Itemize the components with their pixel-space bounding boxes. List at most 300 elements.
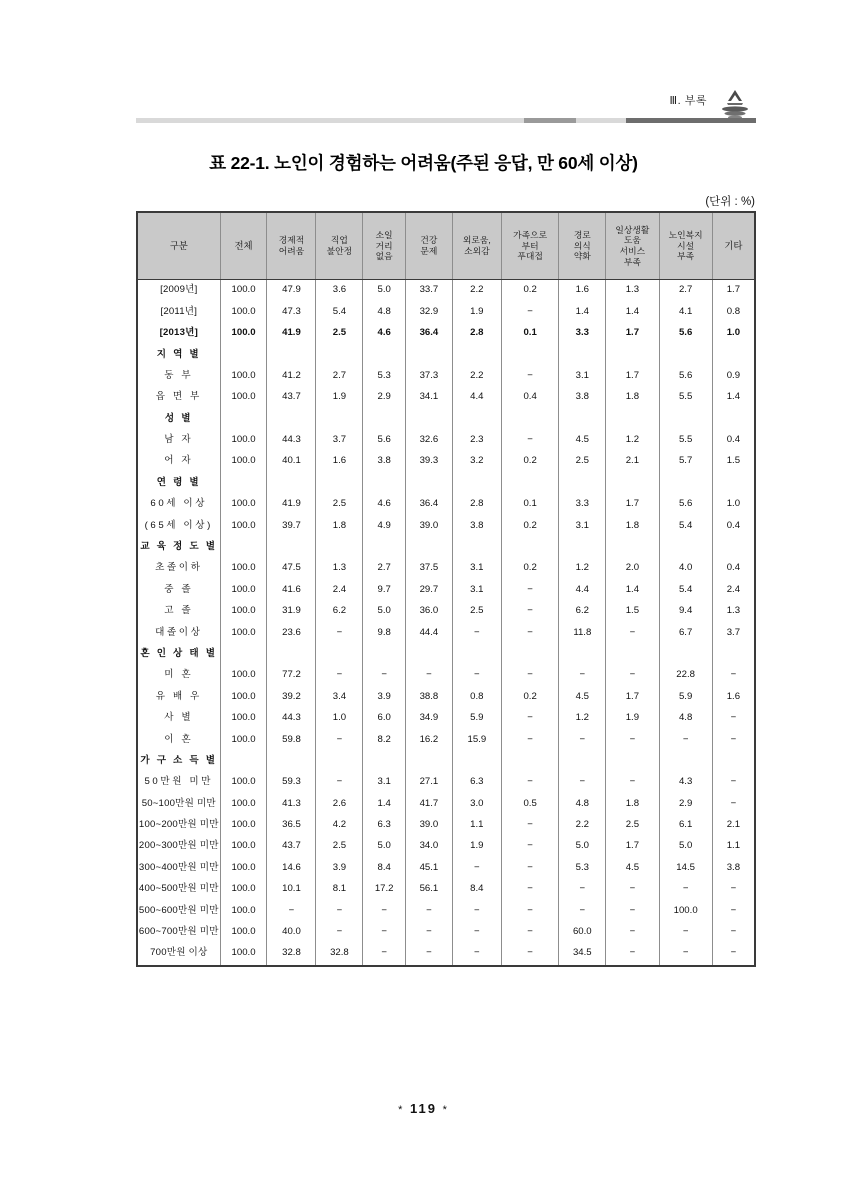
table-cell: 3.3 bbox=[559, 494, 606, 515]
table-cell: 5.9 bbox=[452, 708, 501, 729]
table-cell: 34.5 bbox=[559, 943, 606, 965]
table-cell: 2.4 bbox=[316, 579, 363, 600]
table-cell: 5.4 bbox=[316, 301, 363, 322]
table-cell: − bbox=[363, 900, 406, 921]
table-cell: 1.7 bbox=[606, 836, 659, 857]
table-cell: 1.9 bbox=[606, 708, 659, 729]
table-cell: 100.0 bbox=[220, 686, 267, 707]
table-cell: 34.1 bbox=[405, 387, 452, 408]
row-label: 중 졸 bbox=[137, 579, 220, 600]
table-cell: 40.1 bbox=[267, 451, 316, 472]
table-cell bbox=[559, 537, 606, 558]
table-cell bbox=[220, 751, 267, 772]
table-cell: 3.8 bbox=[712, 858, 755, 879]
table-cell: 3.1 bbox=[363, 772, 406, 793]
table-cell: − bbox=[501, 708, 559, 729]
table-cell: 4.0 bbox=[659, 558, 712, 579]
table-cell: 0.2 bbox=[501, 558, 559, 579]
table-cell bbox=[267, 644, 316, 665]
table-cell bbox=[452, 644, 501, 665]
table-cell: 1.7 bbox=[712, 280, 755, 302]
table-cell: 1.0 bbox=[712, 323, 755, 344]
table-cell: − bbox=[606, 622, 659, 643]
table-cell: − bbox=[501, 858, 559, 879]
table-group-row bbox=[137, 408, 755, 429]
table-cell: 3.8 bbox=[363, 451, 406, 472]
table-cell bbox=[363, 408, 406, 429]
table-cell: 5.0 bbox=[659, 836, 712, 857]
table-cell bbox=[267, 473, 316, 494]
table-group-row bbox=[137, 751, 755, 772]
table-row bbox=[137, 301, 755, 322]
footer-star-left: * bbox=[398, 1104, 405, 1116]
table-cell: 59.8 bbox=[267, 729, 316, 750]
page-header bbox=[136, 92, 755, 130]
table-cell: 2.6 bbox=[316, 793, 363, 814]
row-label: [2011년] bbox=[137, 301, 220, 322]
table-cell: 4.1 bbox=[659, 301, 712, 322]
row-label: 미 혼 bbox=[137, 665, 220, 686]
table-cell: − bbox=[559, 772, 606, 793]
col-header-job-insecurity: 직업 불안정 bbox=[316, 212, 363, 280]
table-cell: − bbox=[559, 729, 606, 750]
table-cell: 2.0 bbox=[606, 558, 659, 579]
table-cell: 9.4 bbox=[659, 601, 712, 622]
table-cell: 39.7 bbox=[267, 515, 316, 536]
row-label: 가 구 소 득 별 bbox=[137, 751, 220, 772]
table-cell: 1.7 bbox=[606, 494, 659, 515]
table-cell: 100.0 bbox=[220, 772, 267, 793]
header-rule-segment-mid bbox=[524, 118, 576, 123]
table-cell bbox=[659, 344, 712, 365]
table-cell: 2.1 bbox=[606, 451, 659, 472]
table-cell: 100.0 bbox=[220, 366, 267, 387]
col-header-weak-respect: 경로 의식 약화 bbox=[559, 212, 606, 280]
table-row bbox=[137, 836, 755, 857]
table-header bbox=[137, 212, 755, 280]
table-cell: 3.0 bbox=[452, 793, 501, 814]
table-cell: − bbox=[712, 922, 755, 943]
table-cell: − bbox=[501, 943, 559, 965]
table-cell: 0.1 bbox=[501, 323, 559, 344]
table-cell: 1.6 bbox=[559, 280, 606, 302]
table-row bbox=[137, 858, 755, 879]
table-cell: 100.0 bbox=[220, 515, 267, 536]
table-cell: 100.0 bbox=[220, 879, 267, 900]
table-cell bbox=[659, 751, 712, 772]
table-cell: − bbox=[452, 900, 501, 921]
row-label: [2009년] bbox=[137, 280, 220, 302]
table-cell: 1.9 bbox=[452, 836, 501, 857]
table-cell: 2.7 bbox=[659, 280, 712, 302]
table-cell bbox=[712, 537, 755, 558]
table-cell bbox=[267, 408, 316, 429]
col-header-total: 전체 bbox=[220, 212, 267, 280]
table-cell bbox=[606, 344, 659, 365]
table-cell: − bbox=[606, 900, 659, 921]
table-cell: 3.4 bbox=[316, 686, 363, 707]
table-cell: 1.3 bbox=[712, 601, 755, 622]
table-cell: 9.7 bbox=[363, 579, 406, 600]
table-cell: 44.4 bbox=[405, 622, 452, 643]
table-cell bbox=[712, 408, 755, 429]
col-header-family-mistreatment: 가족으로 부터 푸대접 bbox=[501, 212, 559, 280]
table-cell: 1.2 bbox=[559, 558, 606, 579]
table-cell: 4.4 bbox=[559, 579, 606, 600]
table-cell bbox=[405, 644, 452, 665]
row-label: 400~500만원 미만 bbox=[137, 879, 220, 900]
table-cell: − bbox=[316, 900, 363, 921]
table-cell bbox=[363, 751, 406, 772]
table-cell: 3.1 bbox=[452, 558, 501, 579]
table-cell: 5.4 bbox=[659, 515, 712, 536]
table-row bbox=[137, 515, 755, 536]
table-cell: 4.5 bbox=[559, 686, 606, 707]
table-cell bbox=[405, 344, 452, 365]
table-cell bbox=[712, 644, 755, 665]
table-cell: 60.0 bbox=[559, 922, 606, 943]
table-cell: − bbox=[316, 922, 363, 943]
table-cell: 6.3 bbox=[452, 772, 501, 793]
section-label: Ⅲ. 부록 bbox=[669, 95, 707, 107]
table-cell: 100.0 bbox=[220, 451, 267, 472]
row-label: 읍 면 부 bbox=[137, 387, 220, 408]
table-cell: 3.1 bbox=[559, 366, 606, 387]
table-cell: 10.1 bbox=[267, 879, 316, 900]
table-row bbox=[137, 922, 755, 943]
row-label: 700만원 이상 bbox=[137, 943, 220, 965]
table-group-row bbox=[137, 344, 755, 365]
table-cell: 1.1 bbox=[452, 815, 501, 836]
table-cell: 100.0 bbox=[220, 387, 267, 408]
table-cell: − bbox=[452, 622, 501, 643]
row-label: 고 졸 bbox=[137, 601, 220, 622]
table-row bbox=[137, 943, 755, 965]
table-cell: 2.7 bbox=[363, 558, 406, 579]
table-cell: 4.2 bbox=[316, 815, 363, 836]
table-cell: 6.2 bbox=[559, 601, 606, 622]
table-row bbox=[137, 815, 755, 836]
table-cell: 1.8 bbox=[316, 515, 363, 536]
col-header-health-problem: 건강 문제 bbox=[405, 212, 452, 280]
table-cell: − bbox=[405, 943, 452, 965]
table-cell: − bbox=[405, 922, 452, 943]
table-cell: 100.0 bbox=[220, 836, 267, 857]
table-cell: 4.6 bbox=[363, 323, 406, 344]
table-cell: 1.5 bbox=[712, 451, 755, 472]
table-cell bbox=[659, 537, 712, 558]
table-cell bbox=[559, 751, 606, 772]
table-cell: 4.8 bbox=[659, 708, 712, 729]
col-header-daily-help-service: 일상생활 도움 서비스 부족 bbox=[606, 212, 659, 280]
table-cell bbox=[363, 644, 406, 665]
table-cell: 100.0 bbox=[220, 943, 267, 965]
table-cell: 100.0 bbox=[220, 922, 267, 943]
row-label: [2013년] bbox=[137, 323, 220, 344]
table-header-row bbox=[137, 212, 755, 280]
table-cell bbox=[452, 344, 501, 365]
col-header-no-pastime: 소일 거리 없음 bbox=[363, 212, 406, 280]
table-cell: 0.1 bbox=[501, 494, 559, 515]
table-cell: 100.0 bbox=[220, 301, 267, 322]
table-row bbox=[137, 280, 755, 302]
table-row bbox=[137, 879, 755, 900]
table-cell bbox=[220, 408, 267, 429]
table-cell bbox=[267, 537, 316, 558]
table-cell: 2.3 bbox=[452, 430, 501, 451]
mountain-logo-icon bbox=[715, 88, 755, 122]
table-cell: 1.8 bbox=[606, 793, 659, 814]
table-row bbox=[137, 387, 755, 408]
table-cell bbox=[363, 344, 406, 365]
col-header-loneliness: 외로움, 소외감 bbox=[452, 212, 501, 280]
table-cell: − bbox=[501, 879, 559, 900]
table-cell: 0.5 bbox=[501, 793, 559, 814]
table-cell bbox=[659, 408, 712, 429]
table-cell: − bbox=[316, 729, 363, 750]
table-cell: 47.5 bbox=[267, 558, 316, 579]
table-cell: − bbox=[501, 922, 559, 943]
table-cell: 2.9 bbox=[659, 793, 712, 814]
table-cell bbox=[606, 473, 659, 494]
table-cell: 4.9 bbox=[363, 515, 406, 536]
row-label: (65세 이상) bbox=[137, 515, 220, 536]
table-cell bbox=[316, 473, 363, 494]
table-cell: 1.9 bbox=[316, 387, 363, 408]
table-cell: 1.4 bbox=[559, 301, 606, 322]
table-cell bbox=[220, 473, 267, 494]
table-cell: 0.9 bbox=[712, 366, 755, 387]
row-label: 50~100만원 미만 bbox=[137, 793, 220, 814]
table-row bbox=[137, 729, 755, 750]
table-cell: 6.7 bbox=[659, 622, 712, 643]
col-header-other: 기타 bbox=[712, 212, 755, 280]
table-cell: 9.8 bbox=[363, 622, 406, 643]
table-cell: 34.0 bbox=[405, 836, 452, 857]
table-cell: 43.7 bbox=[267, 387, 316, 408]
row-label: 어 자 bbox=[137, 451, 220, 472]
table-row bbox=[137, 665, 755, 686]
table-cell: − bbox=[405, 900, 452, 921]
table-cell: 5.6 bbox=[363, 430, 406, 451]
table-cell: 33.7 bbox=[405, 280, 452, 302]
table-cell: 5.7 bbox=[659, 451, 712, 472]
table-cell: 0.2 bbox=[501, 451, 559, 472]
table-cell: − bbox=[316, 622, 363, 643]
table-cell: 44.3 bbox=[267, 708, 316, 729]
unit-note: (단위 : %) bbox=[705, 196, 755, 208]
table-cell: 16.2 bbox=[405, 729, 452, 750]
table-cell: 2.5 bbox=[316, 323, 363, 344]
table-cell: 1.8 bbox=[606, 387, 659, 408]
row-label: 성 별 bbox=[137, 408, 220, 429]
table-cell: − bbox=[606, 922, 659, 943]
table-cell: 4.8 bbox=[559, 793, 606, 814]
row-label: 교 육 정 도 별 bbox=[137, 537, 220, 558]
table-cell: 5.0 bbox=[559, 836, 606, 857]
page-number: 119 bbox=[410, 1101, 437, 1116]
table-cell: − bbox=[606, 729, 659, 750]
table-cell: 0.8 bbox=[712, 301, 755, 322]
table-cell: 17.2 bbox=[363, 879, 406, 900]
table-cell bbox=[452, 408, 501, 429]
footer-star-right: * bbox=[442, 1104, 449, 1116]
table-cell: 32.6 bbox=[405, 430, 452, 451]
table-cell: − bbox=[405, 665, 452, 686]
table-cell: 100.0 bbox=[659, 900, 712, 921]
table-cell: 3.1 bbox=[452, 579, 501, 600]
table-cell bbox=[405, 537, 452, 558]
table-cell: 5.5 bbox=[659, 430, 712, 451]
table-cell bbox=[606, 751, 659, 772]
table-cell bbox=[220, 644, 267, 665]
table-cell: 0.4 bbox=[712, 558, 755, 579]
table-cell: − bbox=[501, 900, 559, 921]
table-cell: 2.1 bbox=[712, 815, 755, 836]
row-label: 초졸이하 bbox=[137, 558, 220, 579]
table-cell: 23.6 bbox=[267, 622, 316, 643]
table-cell: 5.6 bbox=[659, 494, 712, 515]
table-cell: − bbox=[452, 858, 501, 879]
table-row bbox=[137, 601, 755, 622]
table-cell: 100.0 bbox=[220, 665, 267, 686]
table-cell: 40.0 bbox=[267, 922, 316, 943]
col-header-welfare-facility-shortage: 노인복지 시설 부족 bbox=[659, 212, 712, 280]
table-cell: 0.4 bbox=[501, 387, 559, 408]
table-cell bbox=[220, 537, 267, 558]
row-label: 대졸이상 bbox=[137, 622, 220, 643]
table-cell: − bbox=[452, 922, 501, 943]
table-cell bbox=[606, 408, 659, 429]
table-cell: 8.4 bbox=[363, 858, 406, 879]
statistics-table-wrapper bbox=[136, 211, 756, 967]
table-cell: − bbox=[501, 366, 559, 387]
table-cell: 3.2 bbox=[452, 451, 501, 472]
table-cell: 100.0 bbox=[220, 579, 267, 600]
table-cell bbox=[712, 751, 755, 772]
table-cell: 5.3 bbox=[363, 366, 406, 387]
table-cell bbox=[501, 408, 559, 429]
table-cell: 36.4 bbox=[405, 494, 452, 515]
table-cell: 2.8 bbox=[452, 494, 501, 515]
table-cell: 3.9 bbox=[363, 686, 406, 707]
table-cell: 0.2 bbox=[501, 686, 559, 707]
row-label: 300~400만원 미만 bbox=[137, 858, 220, 879]
row-label: 혼 인 상 태 별 bbox=[137, 644, 220, 665]
table-cell: 100.0 bbox=[220, 601, 267, 622]
row-label: 60세 이상 bbox=[137, 494, 220, 515]
table-cell: 1.4 bbox=[606, 301, 659, 322]
table-cell bbox=[606, 537, 659, 558]
table-cell: − bbox=[501, 430, 559, 451]
table-cell bbox=[559, 344, 606, 365]
table-cell: 3.8 bbox=[452, 515, 501, 536]
row-label: 500~600만원 미만 bbox=[137, 900, 220, 921]
table-row bbox=[137, 430, 755, 451]
table-cell: − bbox=[712, 665, 755, 686]
table-cell bbox=[405, 473, 452, 494]
table-cell: 2.5 bbox=[452, 601, 501, 622]
table-cell: − bbox=[363, 665, 406, 686]
table-cell: − bbox=[559, 665, 606, 686]
table-cell: 2.5 bbox=[606, 815, 659, 836]
table-cell: 1.1 bbox=[712, 836, 755, 857]
table-cell: 5.3 bbox=[559, 858, 606, 879]
table-cell: 8.4 bbox=[452, 879, 501, 900]
table-cell: 2.7 bbox=[316, 366, 363, 387]
table-cell: 100.0 bbox=[220, 708, 267, 729]
page-title: 표 22-1. 노인이 경험하는 어려움(주된 응답, 만 60세 이상) bbox=[209, 153, 638, 173]
table-cell: 8.2 bbox=[363, 729, 406, 750]
table-group-row bbox=[137, 644, 755, 665]
table-cell bbox=[363, 537, 406, 558]
table-cell: 27.1 bbox=[405, 772, 452, 793]
table-cell: − bbox=[606, 665, 659, 686]
table-cell: − bbox=[363, 943, 406, 965]
row-label: 50만원 미만 bbox=[137, 772, 220, 793]
table-cell bbox=[559, 473, 606, 494]
table-cell: 3.7 bbox=[316, 430, 363, 451]
table-cell: 15.9 bbox=[452, 729, 501, 750]
table-cell bbox=[405, 408, 452, 429]
table-cell: − bbox=[501, 815, 559, 836]
table-cell: 2.2 bbox=[559, 815, 606, 836]
header-rule bbox=[136, 118, 755, 123]
table-cell bbox=[606, 644, 659, 665]
header-rule-segment-dark bbox=[626, 118, 756, 123]
table-cell: 100.0 bbox=[220, 280, 267, 302]
table-cell: 59.3 bbox=[267, 772, 316, 793]
col-header-category: 구분 bbox=[137, 212, 220, 280]
row-label: 동 부 bbox=[137, 366, 220, 387]
table-cell: − bbox=[501, 772, 559, 793]
table-cell: 39.0 bbox=[405, 815, 452, 836]
table-cell: 1.4 bbox=[363, 793, 406, 814]
table-cell: 41.2 bbox=[267, 366, 316, 387]
table-cell: 38.8 bbox=[405, 686, 452, 707]
table-cell: − bbox=[606, 879, 659, 900]
table-group-row bbox=[137, 537, 755, 558]
table-group-row bbox=[137, 473, 755, 494]
table-cell: − bbox=[452, 943, 501, 965]
table-cell: 2.2 bbox=[452, 280, 501, 302]
table-cell: 100.0 bbox=[220, 430, 267, 451]
table-cell bbox=[267, 344, 316, 365]
table-cell: 14.6 bbox=[267, 858, 316, 879]
table-cell bbox=[316, 751, 363, 772]
table-cell: − bbox=[712, 772, 755, 793]
table-cell: 0.4 bbox=[712, 515, 755, 536]
table-cell bbox=[659, 644, 712, 665]
table-row bbox=[137, 366, 755, 387]
table-cell: 39.0 bbox=[405, 515, 452, 536]
table-cell bbox=[220, 344, 267, 365]
table-cell: 41.9 bbox=[267, 323, 316, 344]
table-cell bbox=[501, 537, 559, 558]
table-cell bbox=[559, 408, 606, 429]
table-cell: 5.4 bbox=[659, 579, 712, 600]
table-cell: 41.7 bbox=[405, 793, 452, 814]
table-cell: 6.2 bbox=[316, 601, 363, 622]
table-cell: − bbox=[659, 729, 712, 750]
table-cell bbox=[452, 751, 501, 772]
table-cell bbox=[501, 751, 559, 772]
table-cell: − bbox=[606, 943, 659, 965]
table-cell: − bbox=[712, 900, 755, 921]
table-cell: − bbox=[501, 601, 559, 622]
table-cell: 1.4 bbox=[606, 579, 659, 600]
table-cell: 56.1 bbox=[405, 879, 452, 900]
